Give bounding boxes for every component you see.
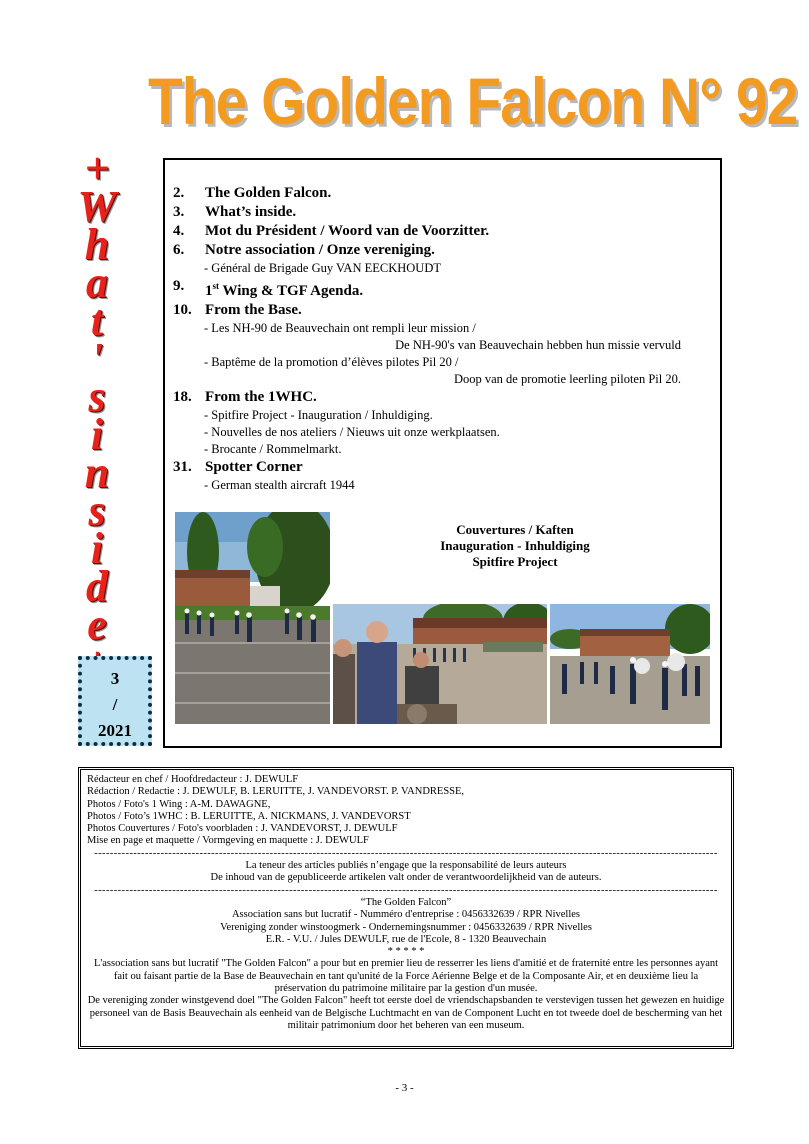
- toc-entry: [173, 277, 713, 301]
- toc-subitem: - Nouvelles de nos ateliers / Nieuws uit onze werkplaatsen.: [204, 425, 500, 439]
- divider: ----------------------------------------------------------------------------------------------------------------------------------------------------------------: [94, 847, 718, 859]
- toc-entry-title: What’s inside.: [205, 204, 297, 220]
- stars-separator: * * * * *: [387, 946, 425, 958]
- issue-number: 3: [110, 669, 120, 688]
- credit-photos-wing: Photos / Foto's 1 Wing : A-M. DAWAGNE,: [87, 798, 271, 810]
- toc-page-number: 9.: [173, 278, 185, 294]
- toc-entry: [173, 222, 713, 241]
- toc-subitem: - Spitfire Project - Inauguration / Inhuldiging.: [204, 408, 433, 422]
- caption-line: Inauguration - Inhuldiging: [440, 538, 590, 553]
- credit-layout: Mise en page et maquette / Vormgeving en maquette : J. DEWULF: [87, 835, 369, 847]
- credit-editor: Rédacteur en chef / Hoofdredacteur : J. DEWULF: [87, 774, 299, 785]
- caption-line: Spitfire Project: [472, 554, 558, 569]
- toc-entry-title: Spotter Corner: [205, 459, 303, 475]
- toc-entry-superscript: st: [212, 281, 219, 291]
- toc-entry-rest: Wing & TGF Agenda.: [219, 283, 364, 299]
- issue-slash: /: [112, 695, 118, 714]
- cover-caption: [415, 522, 615, 570]
- toc-page-number: 2.: [173, 185, 185, 201]
- toc-subitem: De NH-90's van Beauvechain hebben hun missie vervuld: [395, 338, 681, 352]
- association-nl: Vereniging zonder winstoogmerk - Ondernemingsnummer : 0456332639 / RPR Nivelles: [220, 921, 592, 933]
- toc-entry-title: Mot du Président / Woord van de Voorzitter.: [205, 223, 490, 239]
- toc-entry: [173, 203, 713, 222]
- toc-page-number: 31.: [173, 459, 192, 475]
- photo-audience: [333, 604, 547, 724]
- issue-year: 2021: [98, 721, 132, 740]
- page-number: - 3 -: [395, 1082, 414, 1094]
- toc-entry-title: From the 1WHC.: [205, 389, 317, 405]
- photo-band: [550, 604, 710, 724]
- toc-list: [173, 184, 713, 494]
- toc-entry-title: Notre association / Onze vereniging.: [205, 242, 435, 258]
- toc-subitem: - Les NH-90 de Beauvechain ont rempli leur mission /: [204, 321, 476, 335]
- toc-page-number: 18.: [173, 389, 192, 405]
- toc-page-number: 10.: [173, 302, 192, 318]
- toc-entry: [173, 458, 713, 477]
- divider: ----------------------------------------------------------------------------------------------------------------------------------------------------------------: [94, 884, 718, 896]
- responsible-editor: E.R. - V.U. / Jules DEWULF, rue de l'Ecole, 8 - 1320 Beauvechain: [265, 933, 547, 945]
- photo-parade-ground: [175, 512, 330, 724]
- credit-editorial: Rédaction / Redactie : J. DEWULF, B. LERUITTE, J. VANDEVORST. P. VANDRESSE,: [87, 786, 465, 798]
- association-name: “The Golden Falcon”: [360, 896, 452, 908]
- toc-subitem: - Brocante / Rommelmarkt.: [204, 442, 342, 456]
- credit-photos-1whc: Photos / Foto’s 1WHC : B. LERUITTE, A. NICKMANS, J. VANDEVORST: [87, 810, 411, 822]
- issue-badge: [78, 656, 152, 746]
- toc-subitem: - German stealth aircraft 1944: [204, 478, 355, 492]
- toc-entry: [173, 388, 713, 407]
- association-fr: Association sans but lucratif - Numméro d'entreprise : 0456332639 / RPR Nivelles: [231, 909, 581, 921]
- toc-page-number: 3.: [173, 204, 185, 220]
- toc-subitem: - Baptême de la promotion d’élèves pilotes Pil 20 /: [204, 355, 459, 369]
- magazine-title: The Golden Falcon N° 92: [148, 64, 798, 138]
- toc-entry-title: The Golden Falcon.: [205, 185, 332, 201]
- toc-page-number: 6.: [173, 242, 185, 258]
- toc-page-number: 4.: [173, 223, 185, 239]
- toc-subitem: Doop van de promotie leerling piloten Pil 20.: [453, 372, 681, 386]
- mission-fr: L'association sans but lucratif "The Golden Falcon" a pour but en premier lieu de resserrer les liens d'amitié et de fraternité entre les personnes ayant fait ou faisant partie de la Base de Beauvechain en tant qu'unité de la Force Aérienne Belge et de la Composante Air, et en deuxième lieu la préservation du patrimoine militaire par la gestion d'un musée.: [93, 958, 719, 995]
- toc-entry-title: [205, 277, 713, 301]
- mission-nl: De vereniging zonder winstgevend doel "The Golden Falcon" heeft tot eerste doel de vriendschapsbanden te verstevigen tussen het gewezen en huidige personeel van de Basis Beauvechain als eenheid van de Belgische Luchtmacht en van de Component Lucht en tot tweede doel de bescherming van het militair patrimonium door het beheren van een museum.: [87, 995, 725, 1031]
- credit-photos-covers: Photos Couvertures / Foto's voorbladen : J. VANDEVORST, J. DEWULF: [87, 823, 398, 835]
- table-of-contents-box: [163, 158, 722, 748]
- toc-entry-prefix: 1: [205, 283, 213, 299]
- toc-entry: [173, 301, 713, 320]
- toc-entry-title: From the Base.: [205, 302, 302, 318]
- whats-inside-vertical-title: + W h a t ' s i n s i d e: [77, 144, 117, 649]
- disclaimer-nl: De inhoud van de gepubliceerde artikelen valt onder de verantwoordelijkheid van de auteurs.: [210, 872, 602, 884]
- toc-entry: [173, 241, 713, 260]
- disclaimer-fr: La teneur des articles publiés n’engage que la responsabilité de leurs auteurs: [245, 860, 567, 872]
- credits-box: [78, 767, 734, 1049]
- toc-subitem: - Général de Brigade Guy VAN EECKHOUDT: [204, 261, 441, 275]
- toc-entry: [173, 184, 713, 203]
- caption-line: Couvertures / Kaften: [456, 522, 574, 537]
